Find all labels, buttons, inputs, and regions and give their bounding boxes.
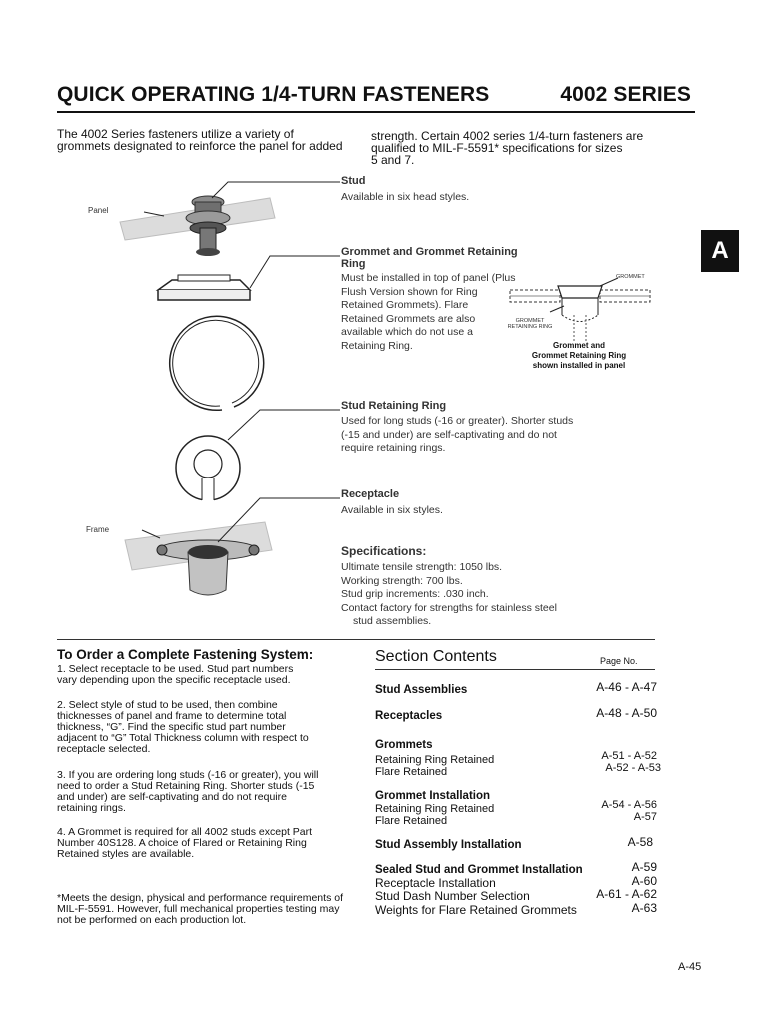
panel-label: Panel <box>88 206 109 215</box>
order-step-3: 3. If you are ordering long studs (-16 or greater), you will need to order a Stud Retaining Ring. Shorter studs (-15 and under) are self-captivating and do not require retaining rings. <box>57 769 319 814</box>
contents-row: Flare Retained A-57 <box>375 811 657 827</box>
inset-ring-label: GROMMET RETAINING RING <box>507 318 553 330</box>
series-title: 4002 SERIES <box>560 83 691 106</box>
grommet-illustration <box>158 275 250 300</box>
frame-label: Frame <box>86 525 110 534</box>
page-title: QUICK OPERATING 1/4-TURN FASTENERS <box>57 83 490 106</box>
receptacle-description: Available in six styles. <box>341 504 443 516</box>
stud-callout <box>341 175 671 205</box>
intro-line: 5 and 7. <box>371 153 415 167</box>
grommet-installed-inset <box>500 270 660 345</box>
footnote: *Meets the design, physical and performance requirements of MIL-F-5591. However, full mechanical properties testing may not be performed on each production lot. <box>57 892 343 926</box>
contents-row: Weights for Flare Retained Grommets A-63 <box>375 901 657 917</box>
panel-leader-line <box>144 212 164 216</box>
receptacle-heading: Receptacle <box>341 488 400 500</box>
contents-row: Grommets <box>375 739 433 751</box>
grommet-description: Must be installed in top of panel (Plus Flush Version shown for Ring Retained Grommets). Flare Retained Grommets are also available which do not use a Retaining Ring. <box>341 272 516 352</box>
contents-row: Stud Assemblies A-46 - A-47 <box>375 680 657 696</box>
contents-row: Retaining Ring Retained A-51 - A-52 <box>375 750 657 766</box>
contents-row: Retaining Ring Retained A-54 - A-56 <box>375 799 657 815</box>
section-tab: A <box>701 230 739 272</box>
stud-ring-leader-line <box>228 410 340 440</box>
contents-rule <box>375 669 655 670</box>
intro-right <box>371 130 681 166</box>
specifications-list: Ultimate tensile strength: 1050 lbs. Working strength: 700 lbs. Stud grip increments: .030 inch. Contact factory for strengths for stainless steel stud assemblies. <box>341 561 557 627</box>
intro-line: strength. Certain 4002 series 1/4-turn fasteners are <box>371 129 644 143</box>
contents-row: Grommet Installation <box>375 790 491 802</box>
grommet-ring-outer <box>170 316 264 410</box>
fastener-exploded-diagram <box>100 160 350 640</box>
stud-ring-callout <box>341 400 671 456</box>
stud-leader-line <box>212 182 340 198</box>
grommet-heading: Grommet and Grommet Retaining Ring <box>341 246 518 270</box>
section-divider <box>57 639 655 640</box>
stud-ring-illustration <box>176 436 240 502</box>
page-header <box>57 83 695 113</box>
intro-line: The 4002 Series fasteners utilize a variety of <box>57 127 294 141</box>
inset-caption: Grommet and Grommet Retaining Ring shown installed in panel <box>531 341 627 370</box>
grommet-leader-line <box>250 256 340 288</box>
grommet-ring-inner <box>173 320 259 406</box>
intro-line: grommets designated to reinforce the panel for added <box>57 139 343 153</box>
contents-row: Receptacles A-48 - A-50 <box>375 706 657 722</box>
stud-description: Available in six head styles. <box>341 191 470 203</box>
specifications-heading: Specifications: <box>341 544 427 558</box>
receptacle-illustration <box>157 540 259 595</box>
specifications-block <box>341 544 671 629</box>
intro-line: qualified to MIL-F-5591* specifications for sizes <box>371 141 623 155</box>
contents-title: Section Contents <box>375 648 497 665</box>
contents-row: Receptacle Installation A-60 <box>375 874 657 890</box>
contents-row: Sealed Stud and Grommet Installation A-59 <box>375 860 657 876</box>
order-step-4: 4. A Grommet is required for all 4002 studs except Part Number 40S128. A choice of Flared or Retaining Ring Retained styles are available. <box>57 826 313 860</box>
stud-ring-heading: Stud Retaining Ring <box>341 400 447 412</box>
intro-left <box>57 128 367 152</box>
stud-heading: Stud <box>341 175 366 187</box>
order-step-1: 1. Select receptacle to be used. Stud part numbers vary depending upon the specific receptacle used. <box>57 663 294 686</box>
contents-row: Stud Dash Number Selection A-61 - A-62 <box>375 887 657 903</box>
inset-grommet-label: GROMMET <box>616 274 645 280</box>
contents-row: Stud Assembly Installation A-58 <box>375 835 653 851</box>
contents-row: Flare Retained A-52 - A-53 <box>375 762 661 778</box>
page-number: A-45 <box>678 961 702 973</box>
stud-ring-description: Used for long studs (-16 or greater). Shorter studs (-15 and under) are self-captivating and do not require retaining rings. <box>341 415 574 454</box>
receptacle-callout <box>341 488 671 518</box>
order-title: To Order a Complete Fastening System: <box>57 647 314 662</box>
contents-page-header: Page No. <box>600 656 638 666</box>
order-step-2: 2. Select style of stud to be used, then combine thicknesses of panel and frame to determine total thickness, “G”. Find the specific stud part number adjacent to “G” Total Thickness column with respect to receptacle selected. <box>57 699 309 755</box>
